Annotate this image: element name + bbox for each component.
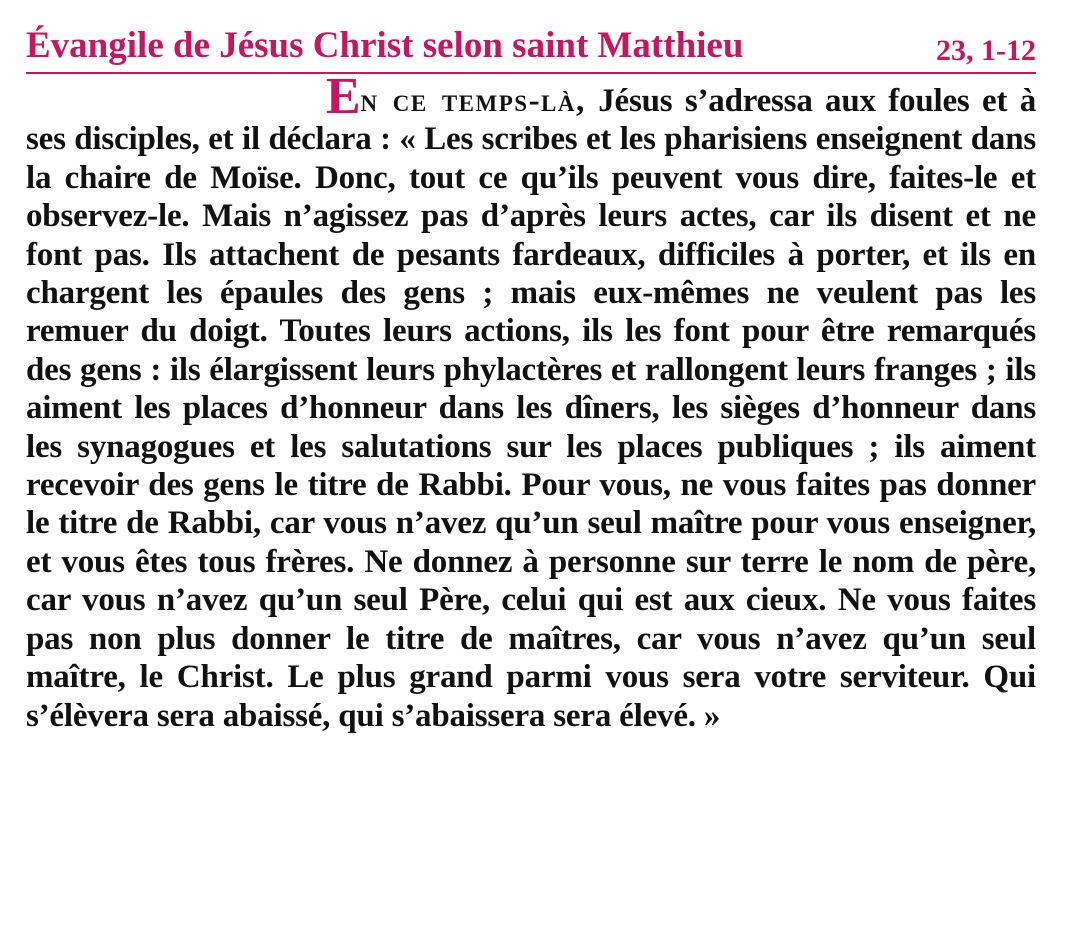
gospel-title: Évangile de Jésus Christ selon saint Matthieu: [26, 25, 744, 66]
passage-text: Jésus s’adressa aux foules et à ses disciples, et il déclara : « Les scribes et les pharisiens enseignent dans la chaire de Moïse. Donc, tout ce qu’ils peuvent vous dire, faites-le et observez-le. Mais n’agissez pas d’après leurs actes, car ils disent et ne font pas. Ils attachent de pesants fardeaux, difficiles à porter, et ils en chargent les épaules des gens ; mais eux-mêmes ne veulent pas les remuer du doigt. Toutes leurs actions, ils les font pour être remarqués des gens : ils élargissent leurs phylactères et rallongent leurs franges ; ils aiment les places d’honneur dans les dîners, les sièges d’honneur dans les synagogues et les salutations sur les places publiques ; ils aiment recevoir des gens le titre de Rabbi. Pour vous, ne vous faites pas donner le titre de Rabbi, car vous n’avez qu’un seul maître pour vous enseigner, et vous êtes tous frères. Ne donnez à personne sur terre le nom de père, car vous n’avez qu’un seul Père, celui qui est aux cieux. Ne vous faites pas non plus donner le titre de maîtres, car vous n’avez qu’un seul maître, le Christ. Le plus grand parmi vous sera votre serviteur. Qui s’élèvera sera abaissé, qui s’abaissera sera élevé. »: [26, 83, 1036, 734]
gospel-header: [26, 22, 1036, 74]
gospel-passage: [26, 68, 1036, 735]
gospel-page: [26, 22, 1036, 922]
drop-cap: E: [326, 68, 361, 125]
opening-words: n ce temps-là,: [360, 83, 586, 119]
verse-reference: 23, 1-12: [936, 34, 1036, 67]
